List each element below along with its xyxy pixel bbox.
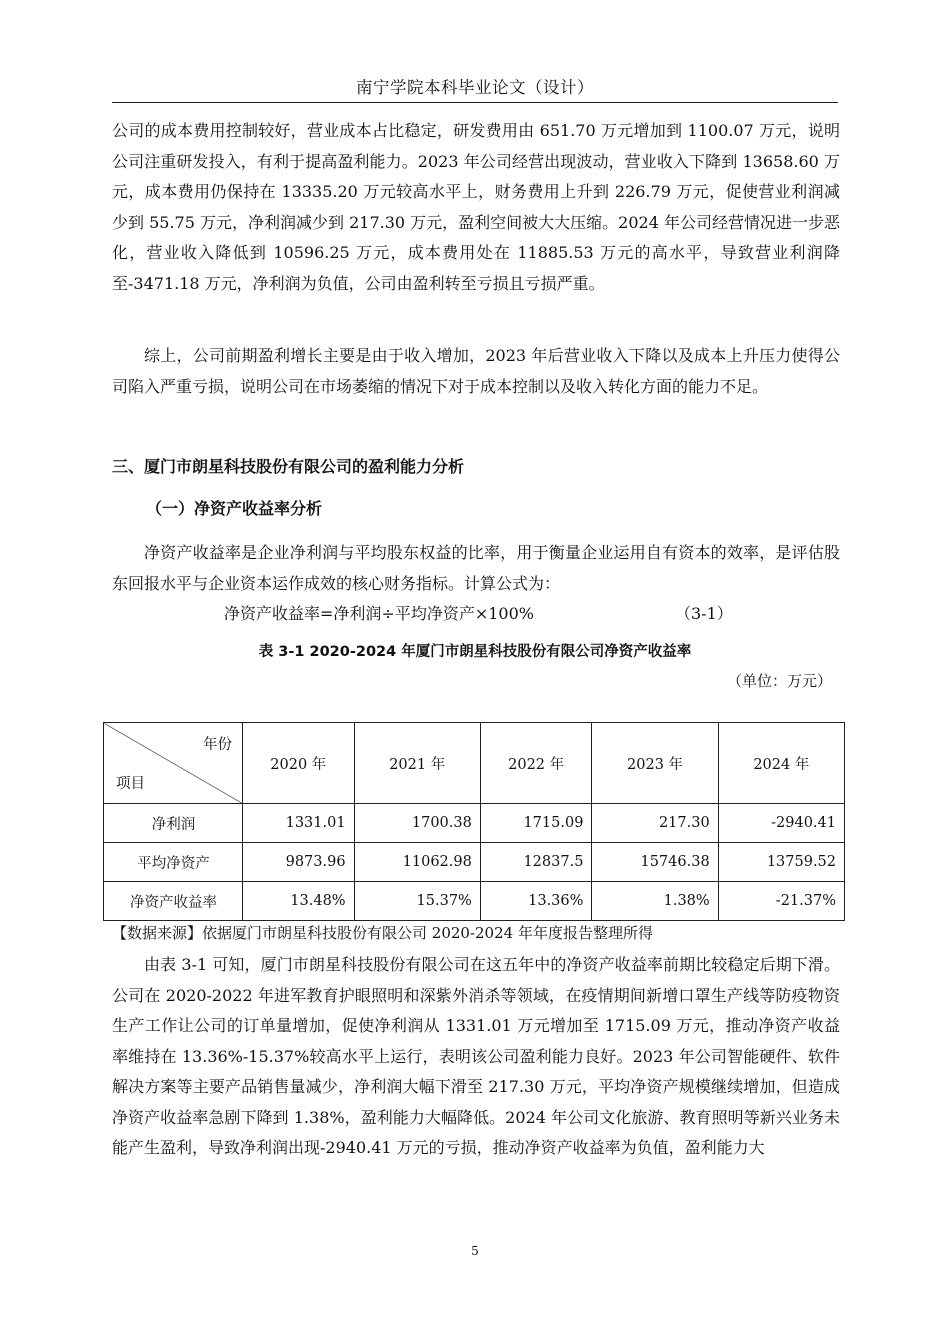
table-cell: 13.36% [480,882,592,921]
row-label: 平均净资产 [104,843,243,882]
paragraph-roe-definition: 净资产收益率是企业净利润与平均股东权益的比率，用于衡量企业运用自有资本的效率，是评估股东回报水平与企业资本运作成效的核心财务指标。计算公式为： [112,543,840,593]
table-cell: 15.37% [354,882,480,921]
year-header: 2022 年 [480,723,592,804]
table-cell: 1.38% [592,882,718,921]
table-row [104,804,845,843]
section-heading: 三、厦门市朗星科技股份有限公司的盈利能力分析 [112,457,465,476]
table-cell: 217.30 [592,804,718,843]
year-header: 2020 年 [243,723,355,804]
formula-number: （3-1） [675,604,733,623]
page-number: 5 [471,1244,479,1258]
table-cell: 11062.98 [354,843,480,882]
table-cell: 1715.09 [480,804,592,843]
year-header: 2023 年 [592,723,718,804]
table-cell: 1700.38 [354,804,480,843]
formula: 净资产收益率=净利润÷平均净资产×100% [224,604,534,623]
header-rule [112,102,838,103]
table-cell: 12837.5 [480,843,592,882]
row-label: 净资产收益率 [104,882,243,921]
table-header-row [104,723,845,804]
corner-label-year: 年份 [203,737,232,753]
table-cell: 15746.38 [592,843,718,882]
table-cell: 1331.01 [243,804,355,843]
table-row [104,843,845,882]
paragraph-roe-analysis: 由表 3-1 可知，厦门市朗星科技股份有限公司在这五年中的净资产收益率前期比较稳定后期下滑。公司在 2020-2022 年进军教育护眼照明和深紫外消杀等领域，在疫情期间新增口罩生产线等防疫物资生产工作让公司的订单量增加，促使净利润从 1331.01 万元增加至 1715.09 万元，推动净资产收益率维持在 13.36%-15.37%较高水平上运行，表明该公司盈利能力良好。2023 年公司智能硬件、软件解决方案等主要产品销售量减少，净利润大幅下滑至 217.30 万元，平均净资产规模继续增加，但造成净资产收益率急剧下降到 1.38%，盈利能力大幅降低。2024 年公司文化旅游、教育照明等新兴业务未能产生盈利，导致净利润出现-2940.41 万元的亏损，推动净资产收益率为负值，盈利能力大 [112,955,840,1157]
table-cell: 9873.96 [243,843,355,882]
table-cell: 13759.52 [718,843,844,882]
table-row [104,882,845,921]
subsection-heading: （一）净资产收益率分析 [146,499,323,518]
table-unit: （单位：万元） [726,672,832,690]
paragraph-cost-analysis: 公司的成本费用控制较好，营业成本占比稳定，研发费用由 651.70 万元增加到 1100.07 万元，说明公司注重研发投入，有利于提高盈利能力。2023 年公司经营出现波动，营业收入下降到 13658.60 万元，成本费用仍保持在 13335.20 万元较高水平上，财务费用上升到 226.79 万元，促使营业利润减少到 55.75 万元，净利润减少到 217.30 万元，盈利空间被大大压缩。2024 年公司经营情况进一步恶化，营业收入降低到 10596.25 万元，成本费用处在 11885.53 万元的高水平，导致营业利润降至-3471.18 万元，净利润为负值，公司由盈利转至亏损且亏损严重。 [112,121,840,293]
table-corner-cell [104,723,243,804]
data-source-note: 【数据来源】依据厦门市朗星科技股份有限公司 2020-2024 年年度报告整理所得 [112,924,653,942]
row-label: 净利润 [104,804,243,843]
year-header: 2021 年 [354,723,480,804]
page-header-title: 南宁学院本科毕业论文（设计） [356,78,594,97]
table-cell: -2940.41 [718,804,844,843]
corner-label-item: 项目 [116,776,145,792]
table-cell: 13.48% [243,882,355,921]
year-header: 2024 年 [718,723,844,804]
paragraph-summary: 综上，公司前期盈利增长主要是由于收入增加，2023 年后营业收入下降以及成本上升压力使得公司陷入严重亏损，说明公司在市场萎缩的情况下对于成本控制以及收入转化方面的能力不足。 [112,346,840,396]
table-caption: 表 3-1 2020-2024 年厦门市朗星科技股份有限公司净资产收益率 [258,644,692,660]
roe-table [103,722,845,921]
table-cell: -21.37% [718,882,844,921]
